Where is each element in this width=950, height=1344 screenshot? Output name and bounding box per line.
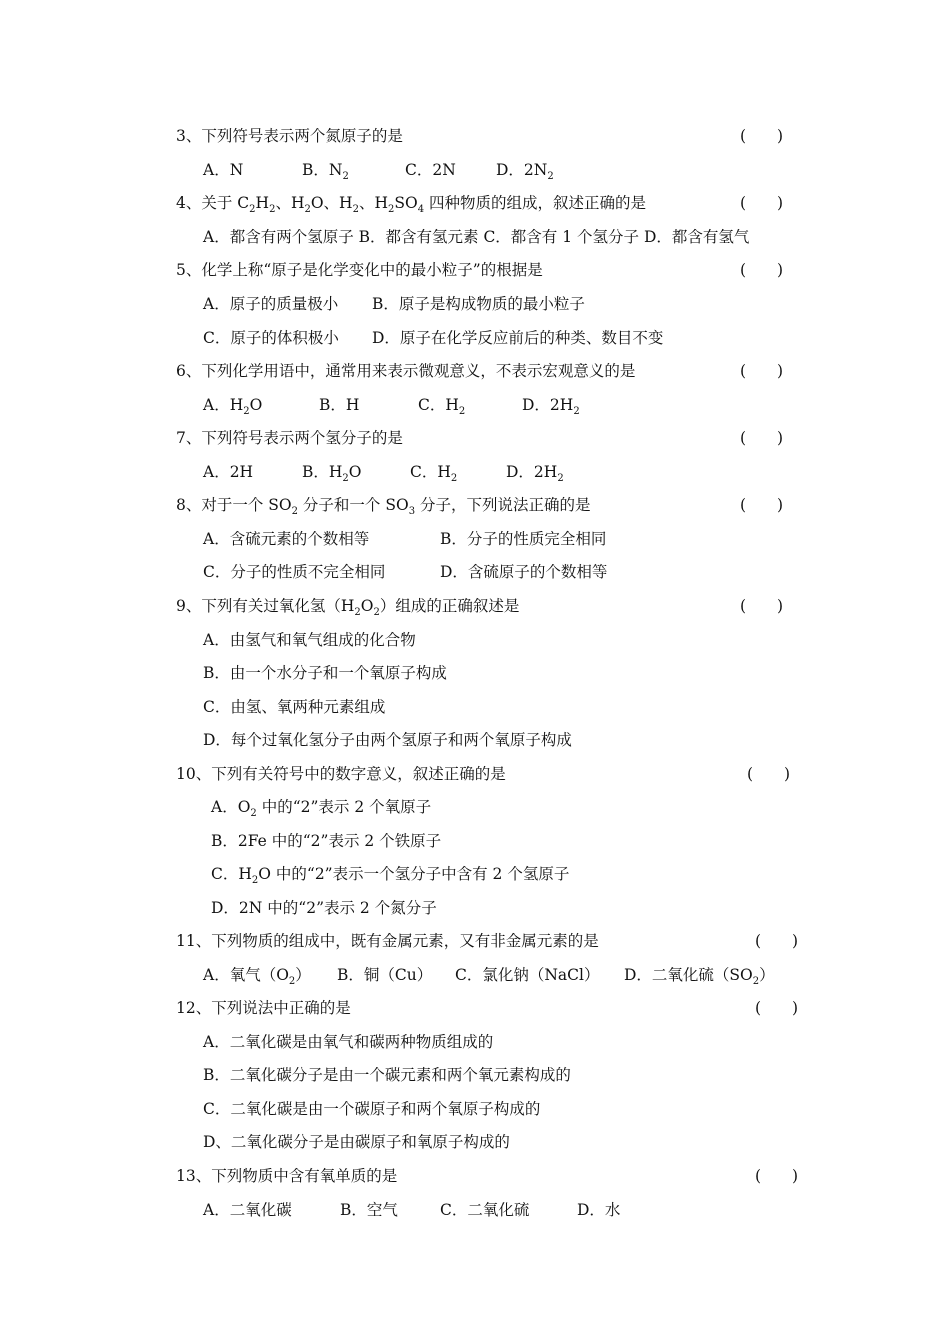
text-line xyxy=(0,929,950,953)
text-line xyxy=(0,426,950,450)
text-line xyxy=(0,258,950,282)
answer-bracket: ( ) xyxy=(747,765,791,783)
question-text: 9、下列有关过氧化氢$(H_2O_2)$组成的正确叙述是 xyxy=(176,597,520,618)
option-text: D．二氧化硫$(SO_2)$ xyxy=(624,966,775,987)
answer-bracket: ( ) xyxy=(755,932,799,950)
question-text: 4、关于 $C_2H_2$、$H_2O$、$H_2$、$H_2SO_4$ 四种物质的组成，叙述正确的是 xyxy=(176,194,646,215)
option-text: A．2H xyxy=(203,463,254,481)
option-text: A．氧气$(O_2)$ xyxy=(203,966,311,987)
question-text: 10、下列有关符号中的数字意义，叙述正确的是 xyxy=(176,765,506,783)
option-text: B．2Fe 中的“2”表示 2 个铁原子 xyxy=(211,832,442,850)
text-line xyxy=(0,124,950,148)
option-text: B．$H_2O$ xyxy=(302,463,362,484)
option-text: B．原子是构成物质的最小粒子 xyxy=(372,295,585,313)
text-line xyxy=(0,862,950,886)
text-line xyxy=(0,829,950,853)
text-line xyxy=(0,158,950,182)
text-line xyxy=(0,326,950,350)
text-line xyxy=(0,795,950,819)
text-line xyxy=(0,628,950,652)
option-text: A．N xyxy=(203,161,244,179)
text-line xyxy=(0,359,950,383)
option-text: B．H xyxy=(319,396,360,414)
option-text: A．原子的质量极小 xyxy=(203,295,339,313)
text-line xyxy=(0,695,950,719)
question-text: 12、下列说法中正确的是 xyxy=(176,999,351,1017)
option-text: A．$H_2O$ xyxy=(203,396,263,417)
option-text: D．每个过氧化氢分子由两个氢原子和两个氧原子构成 xyxy=(203,731,572,749)
text-line xyxy=(0,1063,950,1087)
option-text: D．$2H_2$ xyxy=(506,463,564,484)
text-line xyxy=(0,728,950,752)
option-text: A．$O_2$ 中的“2”表示 2 个氧原子 xyxy=(211,798,432,819)
option-text: D．$2N_2$ xyxy=(496,161,554,182)
answer-bracket: ( ) xyxy=(755,999,799,1017)
option-text: D．含硫原子的个数相等 xyxy=(440,563,608,581)
answer-bracket: ( ) xyxy=(740,496,784,514)
option-text: B．分子的性质完全相同 xyxy=(440,530,607,548)
text-line xyxy=(0,896,950,920)
text-line xyxy=(0,762,950,786)
option-text: B．由一个水分子和一个氧原子构成 xyxy=(203,664,447,682)
text-line xyxy=(0,1097,950,1121)
text-line xyxy=(0,1130,950,1154)
text-line xyxy=(0,225,950,249)
option-text: D．水 xyxy=(577,1201,621,1219)
option-text: C．原子的体积极小 xyxy=(203,329,339,347)
answer-bracket: ( ) xyxy=(740,261,784,279)
option-text: B．空气 xyxy=(340,1201,398,1219)
option-text: C．二氧化碳是由一个碳原子和两个氧原子构成的 xyxy=(203,1100,541,1118)
option-text: D、二氧化碳分子是由碳原子和氧原子构成的 xyxy=(203,1133,510,1151)
question-text: 6、下列化学用语中，通常用来表示微观意义，不表示宏观意义的是 xyxy=(176,362,636,380)
answer-bracket: ( ) xyxy=(740,429,784,447)
question-text: 7、下列符号表示两个氢分子的是 xyxy=(176,429,403,447)
option-text: A．含硫元素的个数相等 xyxy=(203,530,370,548)
option-text: C．$H_2O$ 中的“2”表示一个氢分子中含有 2 个氢原子 xyxy=(211,865,570,886)
option-text: C．由氢、氧两种元素组成 xyxy=(203,698,386,716)
question-text: 13、下列物质中含有氧单质的是 xyxy=(176,1167,398,1185)
text-line xyxy=(0,460,950,484)
option-text: D．原子在化学反应前后的种类、数目不变 xyxy=(372,329,664,347)
text-line xyxy=(0,393,950,417)
option-text: A．都含有两个氢原子 B．都含有氢元素 C．都含有 1 个氢分子 D．都含有氢气 xyxy=(203,228,750,246)
answer-bracket: ( ) xyxy=(740,597,784,615)
option-text: C．分子的性质不完全相同 xyxy=(203,563,386,581)
option-text: A．由氢气和氧气组成的化合物 xyxy=(203,631,416,649)
option-text: B．$N_2$ xyxy=(302,161,349,182)
text-line xyxy=(0,292,950,316)
text-line xyxy=(0,996,950,1020)
text-line xyxy=(0,1198,950,1222)
text-line xyxy=(0,661,950,685)
text-line xyxy=(0,594,950,618)
option-text: B．二氧化碳分子是由一个碳元素和两个氧元素构成的 xyxy=(203,1066,571,1084)
text-line xyxy=(0,1164,950,1188)
text-line xyxy=(0,1030,950,1054)
question-text: 8、对于一个 $SO_2$ 分子和一个 $SO_3$ 分子，下列说法正确的是 xyxy=(176,496,591,517)
text-line xyxy=(0,527,950,551)
answer-bracket: ( ) xyxy=(740,362,784,380)
question-text: 5、化学上称“原子是化学变化中的最小粒子”的根据是 xyxy=(176,261,543,279)
option-text: C．二氧化硫 xyxy=(440,1201,530,1219)
option-text: C．$H_2$ xyxy=(418,396,466,417)
option-text: C．2N xyxy=(405,161,456,179)
option-text: D．2N 中的“2”表示 2 个氮分子 xyxy=(211,899,437,917)
text-line xyxy=(0,963,950,987)
question-text: 3、下列符号表示两个氮原子的是 xyxy=(176,127,403,145)
option-text: A．二氧化碳 xyxy=(203,1201,292,1219)
answer-bracket: ( ) xyxy=(755,1167,799,1185)
answer-bracket: ( ) xyxy=(740,194,784,212)
text-line xyxy=(0,560,950,584)
text-line xyxy=(0,191,950,215)
option-text: B．铜（Cu） xyxy=(337,966,433,984)
option-text: C．氯化钠（NaCl） xyxy=(455,966,600,984)
question-text: 11、下列物质的组成中，既有金属元素，又有非金属元素的是 xyxy=(176,932,599,950)
answer-bracket: ( ) xyxy=(740,127,784,145)
option-text: D．$2H_2$ xyxy=(522,396,580,417)
option-text: C．$H_2$ xyxy=(410,463,458,484)
option-text: A．二氧化碳是由氧气和碳两种物质组成的 xyxy=(203,1033,494,1051)
text-line xyxy=(0,493,950,517)
